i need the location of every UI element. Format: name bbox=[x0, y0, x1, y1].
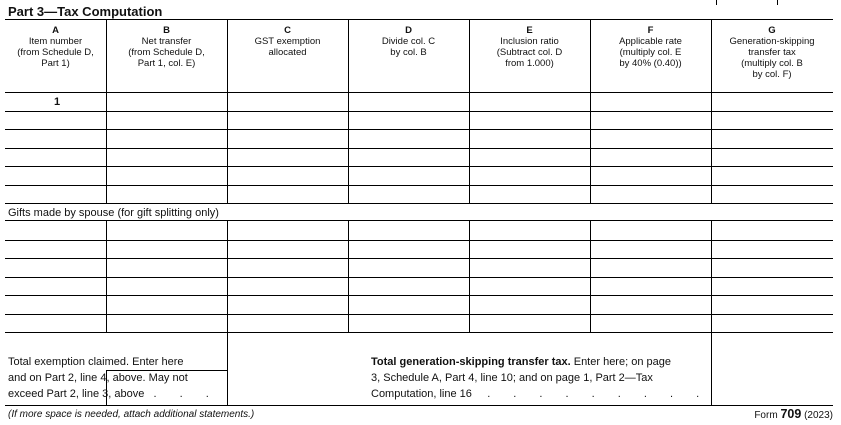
column-desc-line: (multiply col. B bbox=[741, 58, 803, 69]
column-desc-line: by col. F) bbox=[752, 69, 792, 80]
page-title: Part 3—Tax Computation bbox=[8, 4, 163, 19]
column-desc-line: from 1.000) bbox=[505, 58, 554, 69]
column-desc-line: Net transfer bbox=[141, 36, 192, 47]
row-rule bbox=[5, 166, 833, 167]
column-rule bbox=[590, 220, 591, 332]
column-rule bbox=[227, 332, 228, 405]
top-tick bbox=[777, 0, 778, 5]
column-header-d bbox=[348, 25, 469, 58]
column-header-c bbox=[227, 25, 348, 58]
column-letter: F bbox=[647, 25, 654, 36]
column-desc-line: GST exemption bbox=[254, 36, 321, 47]
column-letter: A bbox=[52, 25, 59, 36]
column-rule bbox=[590, 20, 591, 92]
row-rule bbox=[5, 314, 833, 315]
column-rule bbox=[348, 92, 349, 203]
form-number: Form 709 (2023) bbox=[754, 407, 833, 421]
column-rule bbox=[711, 20, 712, 92]
column-rule bbox=[348, 20, 349, 92]
row-rule bbox=[5, 148, 833, 149]
column-desc-line: transfer tax bbox=[748, 47, 796, 58]
column-desc-line: (from Schedule D, bbox=[128, 47, 205, 58]
total-gst-label: Total generation-skipping transfer tax. Enter here; on page 3, Schedule A, Part 4, line 10; and on page 1, Part 2—Tax Computation, line 16 . . . . . . . . . bbox=[371, 356, 710, 400]
column-rule bbox=[590, 92, 591, 203]
row-rule bbox=[5, 277, 833, 278]
column-rule bbox=[348, 220, 349, 332]
column-desc-line: Generation-skipping bbox=[729, 36, 815, 47]
total-exemption-field[interactable] bbox=[107, 371, 226, 406]
column-header-g bbox=[711, 25, 833, 80]
row-rule bbox=[5, 332, 833, 333]
row-rule bbox=[5, 111, 833, 112]
column-rule bbox=[106, 220, 107, 332]
column-desc-line: (Subtract col. D bbox=[496, 47, 563, 58]
column-letter: G bbox=[768, 25, 776, 36]
column-desc-line: (from Schedule D, bbox=[17, 47, 94, 58]
row-rule bbox=[5, 129, 833, 130]
footnote: (If more space is needed, attach additional statements.) bbox=[8, 409, 255, 420]
spouse-section-label: Gifts made by spouse (for gift splitting only) bbox=[8, 207, 219, 219]
item-number-first: 1 bbox=[54, 96, 61, 108]
column-desc-line: allocated bbox=[268, 47, 307, 58]
column-letter: D bbox=[405, 25, 412, 36]
column-desc-line: Item number bbox=[28, 36, 83, 47]
row-rule bbox=[5, 185, 833, 186]
column-rule bbox=[106, 20, 107, 92]
column-desc-line: by 40% (0.40)) bbox=[619, 58, 682, 69]
column-header-e bbox=[469, 25, 590, 69]
row-rule bbox=[5, 240, 833, 241]
row-rule bbox=[5, 203, 833, 204]
column-rule bbox=[227, 92, 228, 203]
column-rule bbox=[711, 220, 712, 332]
column-letter: B bbox=[163, 25, 170, 36]
column-desc-line: Inclusion ratio bbox=[500, 36, 559, 47]
row-rule bbox=[5, 258, 833, 259]
column-rule bbox=[227, 20, 228, 92]
column-header-b bbox=[106, 25, 227, 69]
column-letter: C bbox=[284, 25, 291, 36]
column-desc-line: Divide col. C bbox=[381, 36, 436, 47]
row-rule bbox=[5, 295, 833, 296]
column-header-f bbox=[590, 25, 711, 69]
column-desc-line: by col. B bbox=[390, 47, 427, 58]
row-rule bbox=[5, 92, 833, 93]
column-rule bbox=[711, 92, 712, 203]
row-rule bbox=[5, 220, 833, 221]
total-gst-field[interactable] bbox=[712, 340, 833, 406]
top-tick bbox=[716, 0, 717, 5]
section-top-rule bbox=[5, 19, 833, 20]
column-rule bbox=[106, 92, 107, 203]
column-header-a bbox=[5, 25, 106, 69]
total-exemption-label: Total exemption claimed. Enter here and on Part 2, line 4, above. May not exceed Part 2, line 3, above . . . bbox=[8, 356, 219, 400]
column-rule bbox=[227, 220, 228, 332]
column-rule bbox=[469, 92, 470, 203]
column-desc-line: Part 1) bbox=[41, 58, 70, 69]
column-rule bbox=[469, 220, 470, 332]
column-desc-line: (multiply col. E bbox=[619, 47, 682, 58]
column-letter: E bbox=[526, 25, 533, 36]
column-desc-line: Part 1, col. E) bbox=[137, 58, 196, 69]
column-rule bbox=[469, 20, 470, 92]
column-desc-line: Applicable rate bbox=[619, 36, 682, 47]
